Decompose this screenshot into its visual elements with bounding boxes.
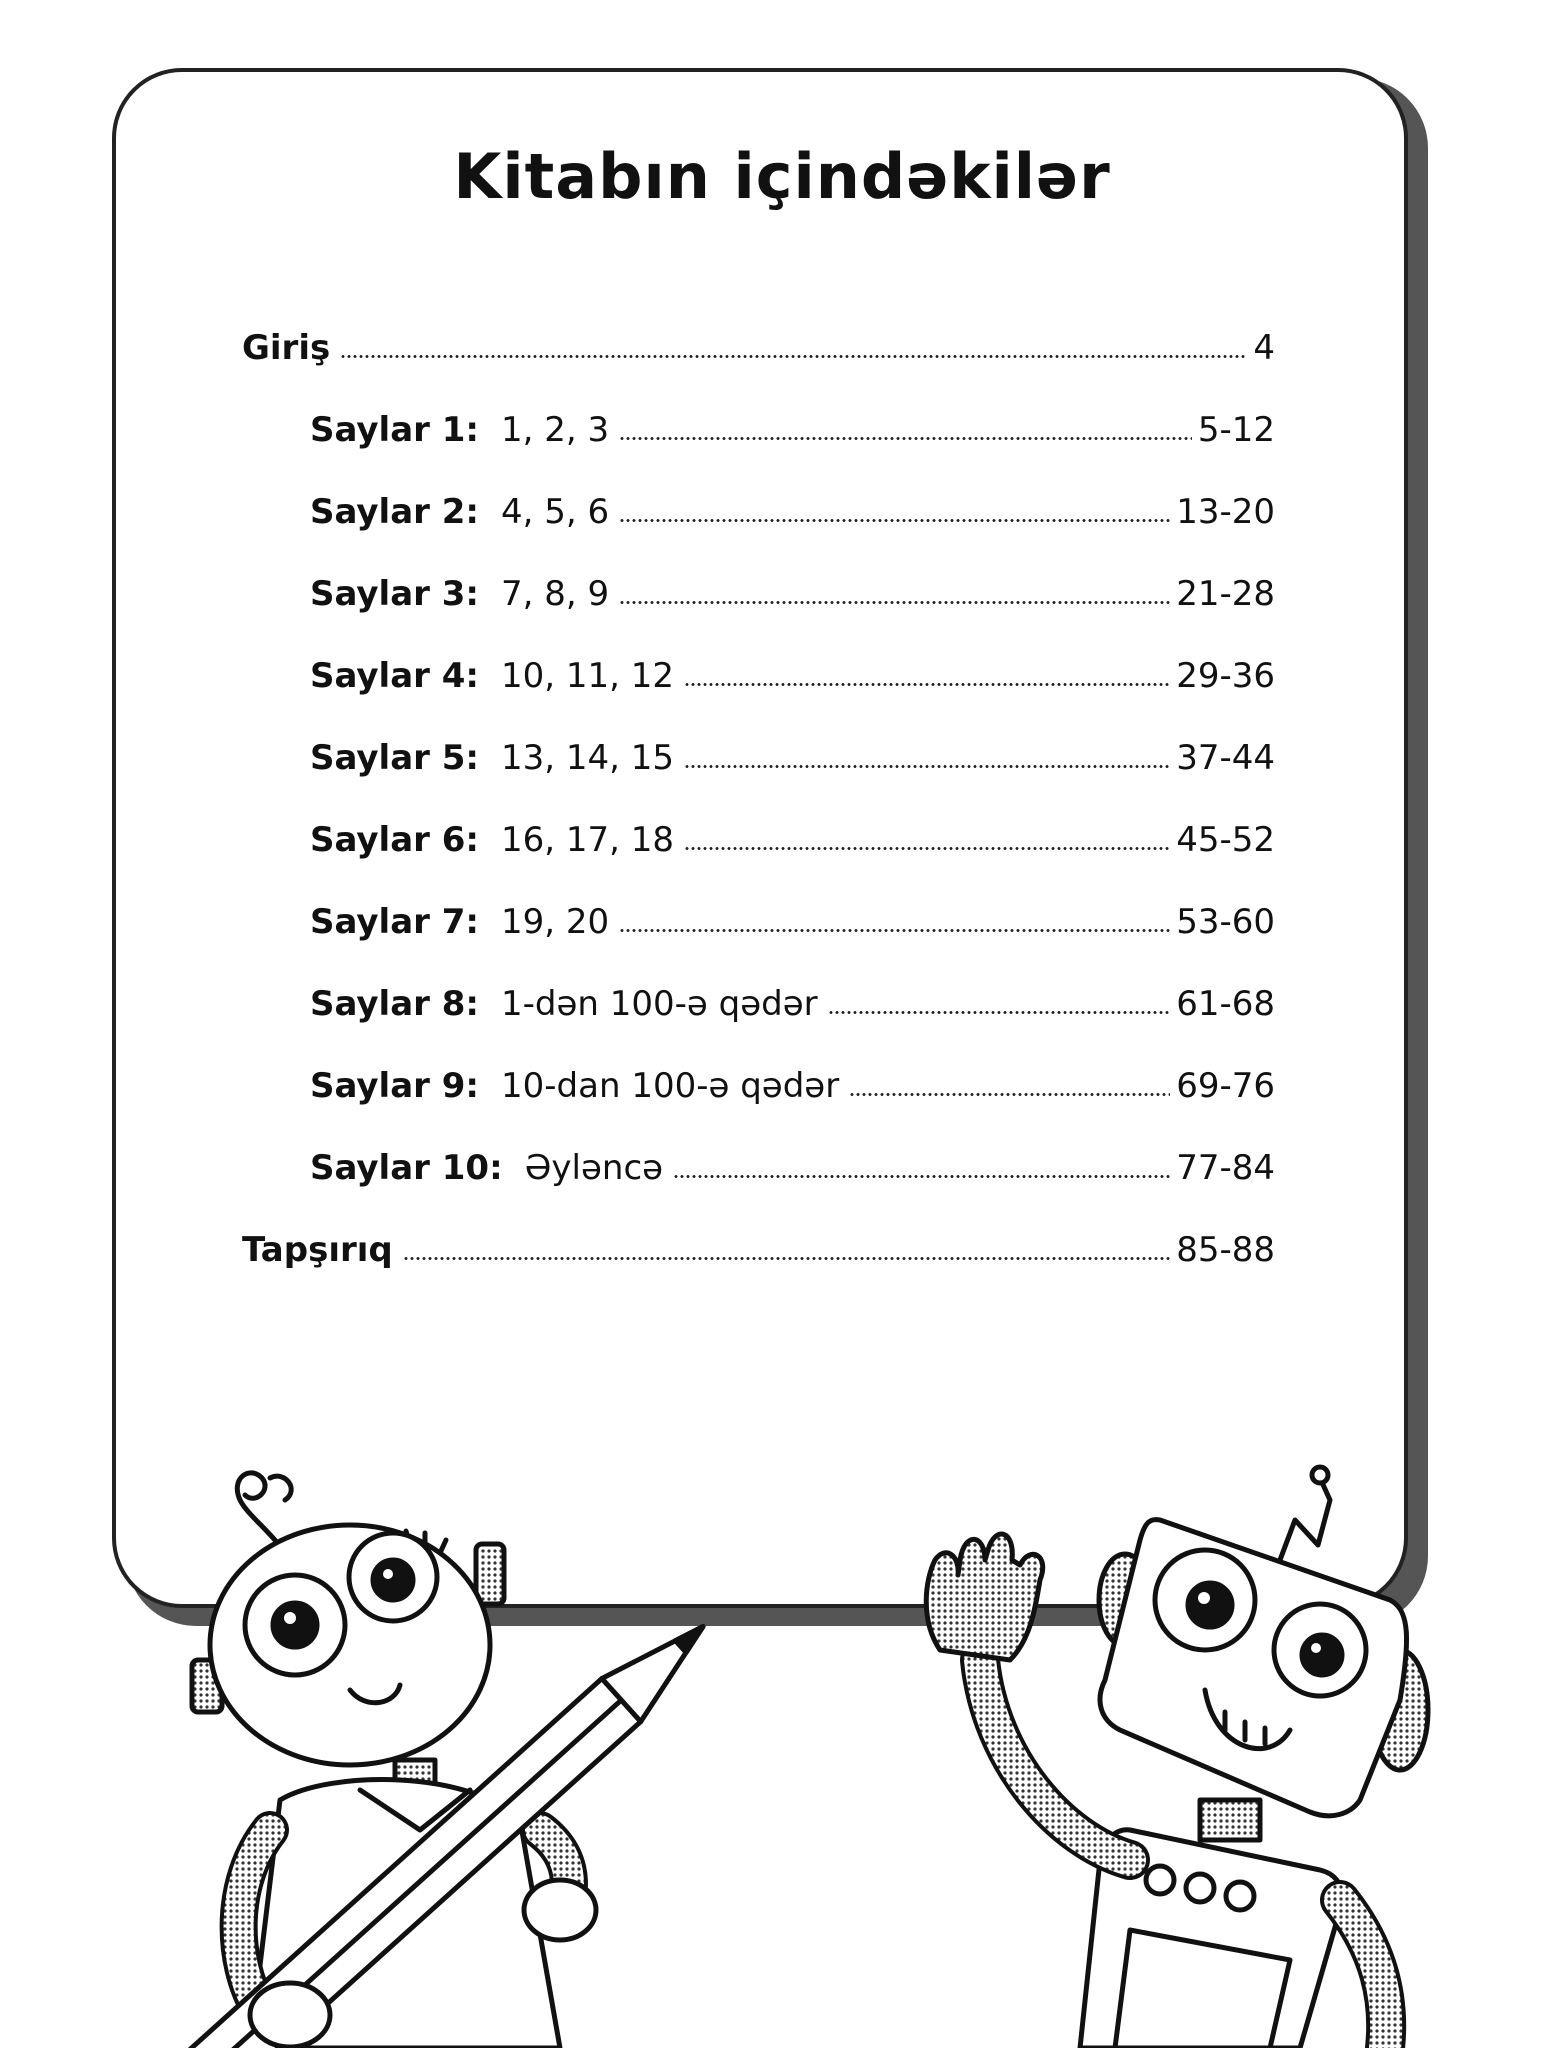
toc-page-range: 21-28: [1176, 574, 1275, 614]
toc-topic: 1-dən 100-ə qədər: [501, 984, 818, 1024]
dot-leader: [403, 1257, 1170, 1260]
toc-topic: 19, 20: [501, 902, 610, 942]
toc-entry-chapter[interactable]: [310, 482, 1275, 532]
toc-topic: 4, 5, 6: [501, 492, 610, 532]
toc-topic: Əyləncə: [524, 1148, 664, 1188]
toc-page-range: 53-60: [1176, 902, 1275, 942]
toc-entry-chapter[interactable]: [310, 728, 1275, 778]
toc-topic: 10-dan 100-ə qədər: [501, 1066, 840, 1106]
toc-page-range: 4: [1253, 328, 1275, 368]
robots-illustration: [0, 1440, 1564, 2048]
dot-leader: [619, 437, 1192, 440]
toc-topic: 16, 17, 18: [501, 820, 675, 860]
toc-label: Saylar 1:: [310, 410, 480, 450]
toc-label: Saylar 9:: [310, 1066, 480, 1106]
toc-page-range: 37-44: [1176, 738, 1275, 778]
toc-topic: 7, 8, 9: [501, 574, 610, 614]
dot-leader: [828, 1011, 1171, 1014]
dot-leader: [684, 847, 1170, 850]
toc-entry-chapter[interactable]: [310, 1138, 1275, 1188]
toc-page-range: 85-88: [1176, 1230, 1275, 1270]
left-robot: [141, 1473, 722, 2048]
toc-topic: 1, 2, 3: [501, 410, 610, 450]
toc-label: Saylar 2:: [310, 492, 480, 532]
toc-page-range: 5-12: [1197, 410, 1275, 450]
toc-label: Giriş: [242, 328, 331, 368]
page-title: Kitabın içindəkilər: [453, 140, 1111, 213]
toc-page-range: 29-36: [1176, 656, 1275, 696]
toc-entry-chapter[interactable]: [310, 646, 1275, 696]
toc-label: Saylar 7:: [310, 902, 480, 942]
toc-label: Saylar 8:: [310, 984, 480, 1024]
toc-entry-task[interactable]: [242, 1220, 1275, 1270]
toc-entry-chapter[interactable]: [310, 400, 1275, 450]
toc-page-range: 61-68: [1176, 984, 1275, 1024]
dot-leader: [340, 355, 1247, 358]
toc-entry-chapter[interactable]: [310, 1056, 1275, 1106]
dot-leader: [619, 519, 1170, 522]
toc-page-range: 77-84: [1176, 1148, 1275, 1188]
toc-label: Tapşırıq: [242, 1230, 393, 1270]
toc-page-range: 69-76: [1176, 1066, 1275, 1106]
toc-page-range: 45-52: [1176, 820, 1275, 860]
toc-topic: 13, 14, 15: [501, 738, 675, 778]
toc-entry-chapter[interactable]: [310, 810, 1275, 860]
toc-label: Saylar 5:: [310, 738, 480, 778]
toc-label: Saylar 6:: [310, 820, 480, 860]
toc-entry-intro[interactable]: [242, 318, 1275, 368]
dot-leader: [849, 1093, 1170, 1096]
toc-entry-chapter[interactable]: [310, 974, 1275, 1024]
toc-label: Saylar 3:: [310, 574, 480, 614]
dot-leader: [684, 683, 1170, 686]
toc-entry-chapter[interactable]: [310, 564, 1275, 614]
dot-leader: [619, 929, 1170, 932]
toc-page-range: 13-20: [1176, 492, 1275, 532]
toc-topic: 10, 11, 12: [501, 656, 675, 696]
toc-label: Saylar 4:: [310, 656, 480, 696]
toc-label: Saylar 10:: [310, 1148, 503, 1188]
right-robot: [926, 1467, 1428, 2048]
dot-leader: [684, 765, 1170, 768]
toc-entry-chapter[interactable]: [310, 892, 1275, 942]
dot-leader: [619, 601, 1170, 604]
dot-leader: [673, 1175, 1170, 1178]
